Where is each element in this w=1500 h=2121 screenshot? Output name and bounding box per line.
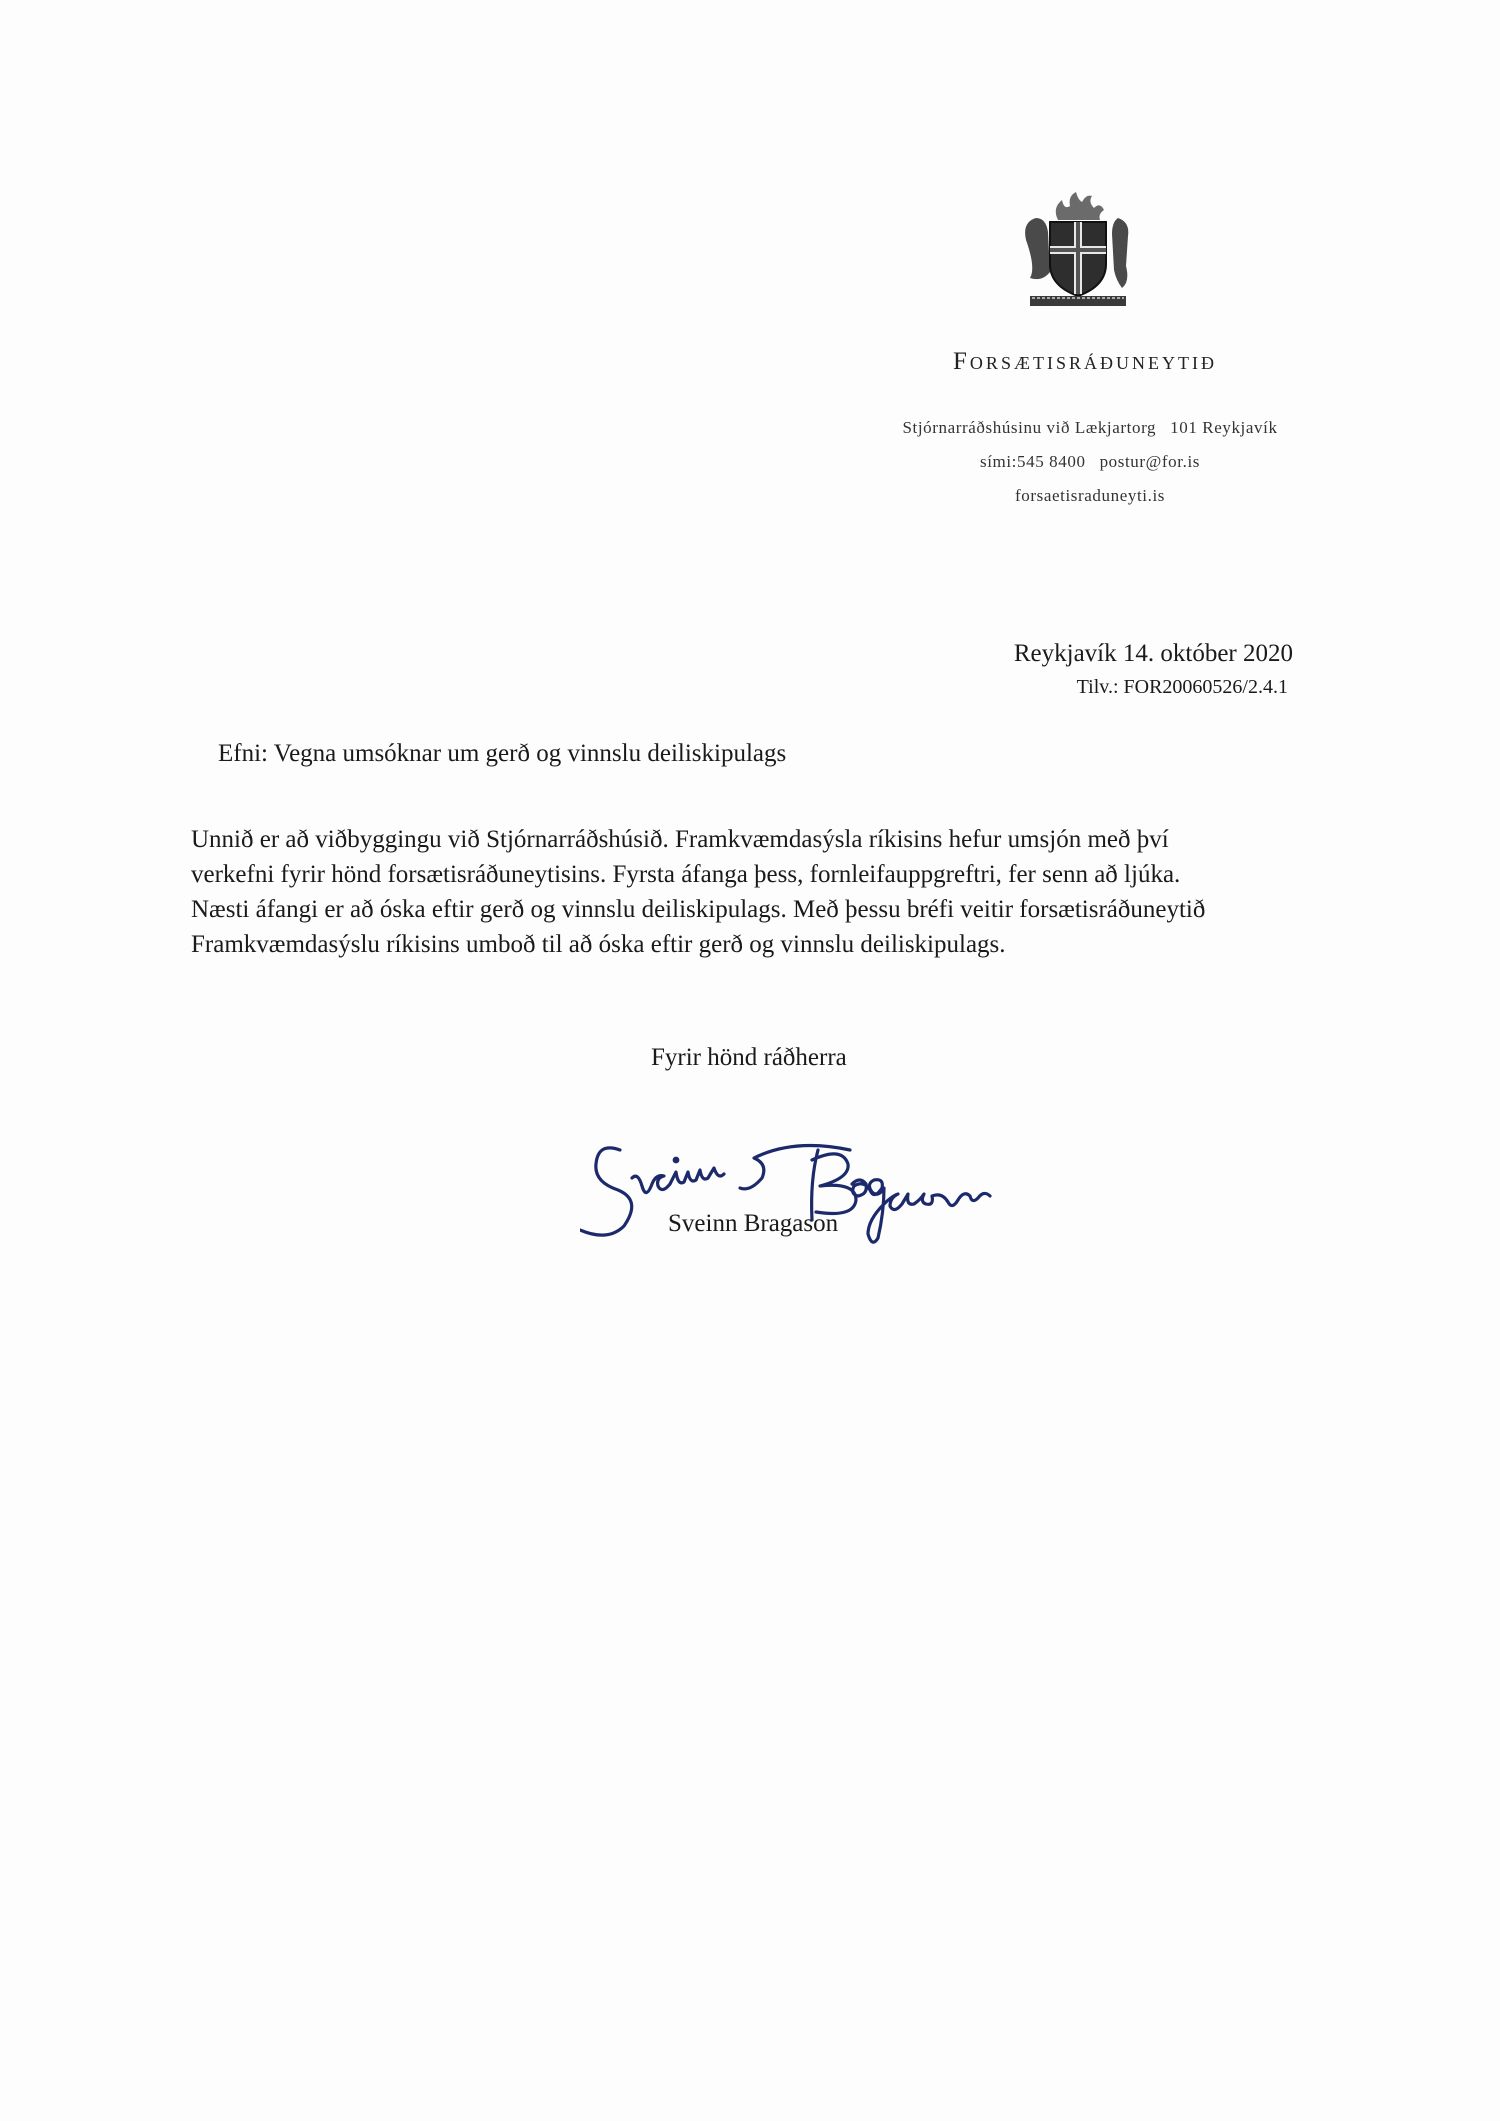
letter-reference: Tilv.: FOR20060526/2.4.1 [1076,676,1288,698]
letter-closing: Fyrir hönd ráðherra [651,1044,847,1071]
body-line: Unnið er að viðbyggingu við Stjórnarráðshúsið. Framkvæmdasýsla ríkisins hefur umsjón með því [191,826,1169,853]
ministry-phone-email [840,452,1340,472]
ministry-name: Forsætisráðuneytið [953,348,1217,375]
body-line: Næsti áfangi er að óska eftir gerð og vinnslu deiliskipulags. Með þessu bréfi veitir forsætisráðuneytið [191,896,1206,923]
ministry-website[interactable]: forsaetisraduneyti.is [1015,486,1165,505]
letter-subject: Efni: Vegna umsóknar um gerð og vinnslu deiliskipulags [218,740,787,767]
ministry-address [840,418,1340,438]
ministry-email[interactable]: postur@for.is [1099,452,1200,471]
letter-date: Reykjavík 14. október 2020 [1013,640,1293,667]
icelandic-coat-of-arms-icon [1018,190,1138,310]
body-line: verkefni fyrir hönd forsætisráðuneytisins. Fyrsta áfanga þess, fornleifauppgreftri, fer senn að ljúka. [191,861,1181,888]
handwritten-signature [580,1120,1120,1260]
address-postal: 101 Reykjavík [1170,418,1278,437]
letter-body [191,822,1311,962]
signer-name: Sveinn Bragason [668,1210,839,1237]
ministry-phone: sími:545 8400 [980,452,1086,471]
address-building: Stjórnarráðshúsinu við Lækjartorg [902,418,1157,437]
body-line: Framkvæmdasýslu ríkisins umboð til að óska eftir gerð og vinnslu deiliskipulags. [191,931,1006,958]
